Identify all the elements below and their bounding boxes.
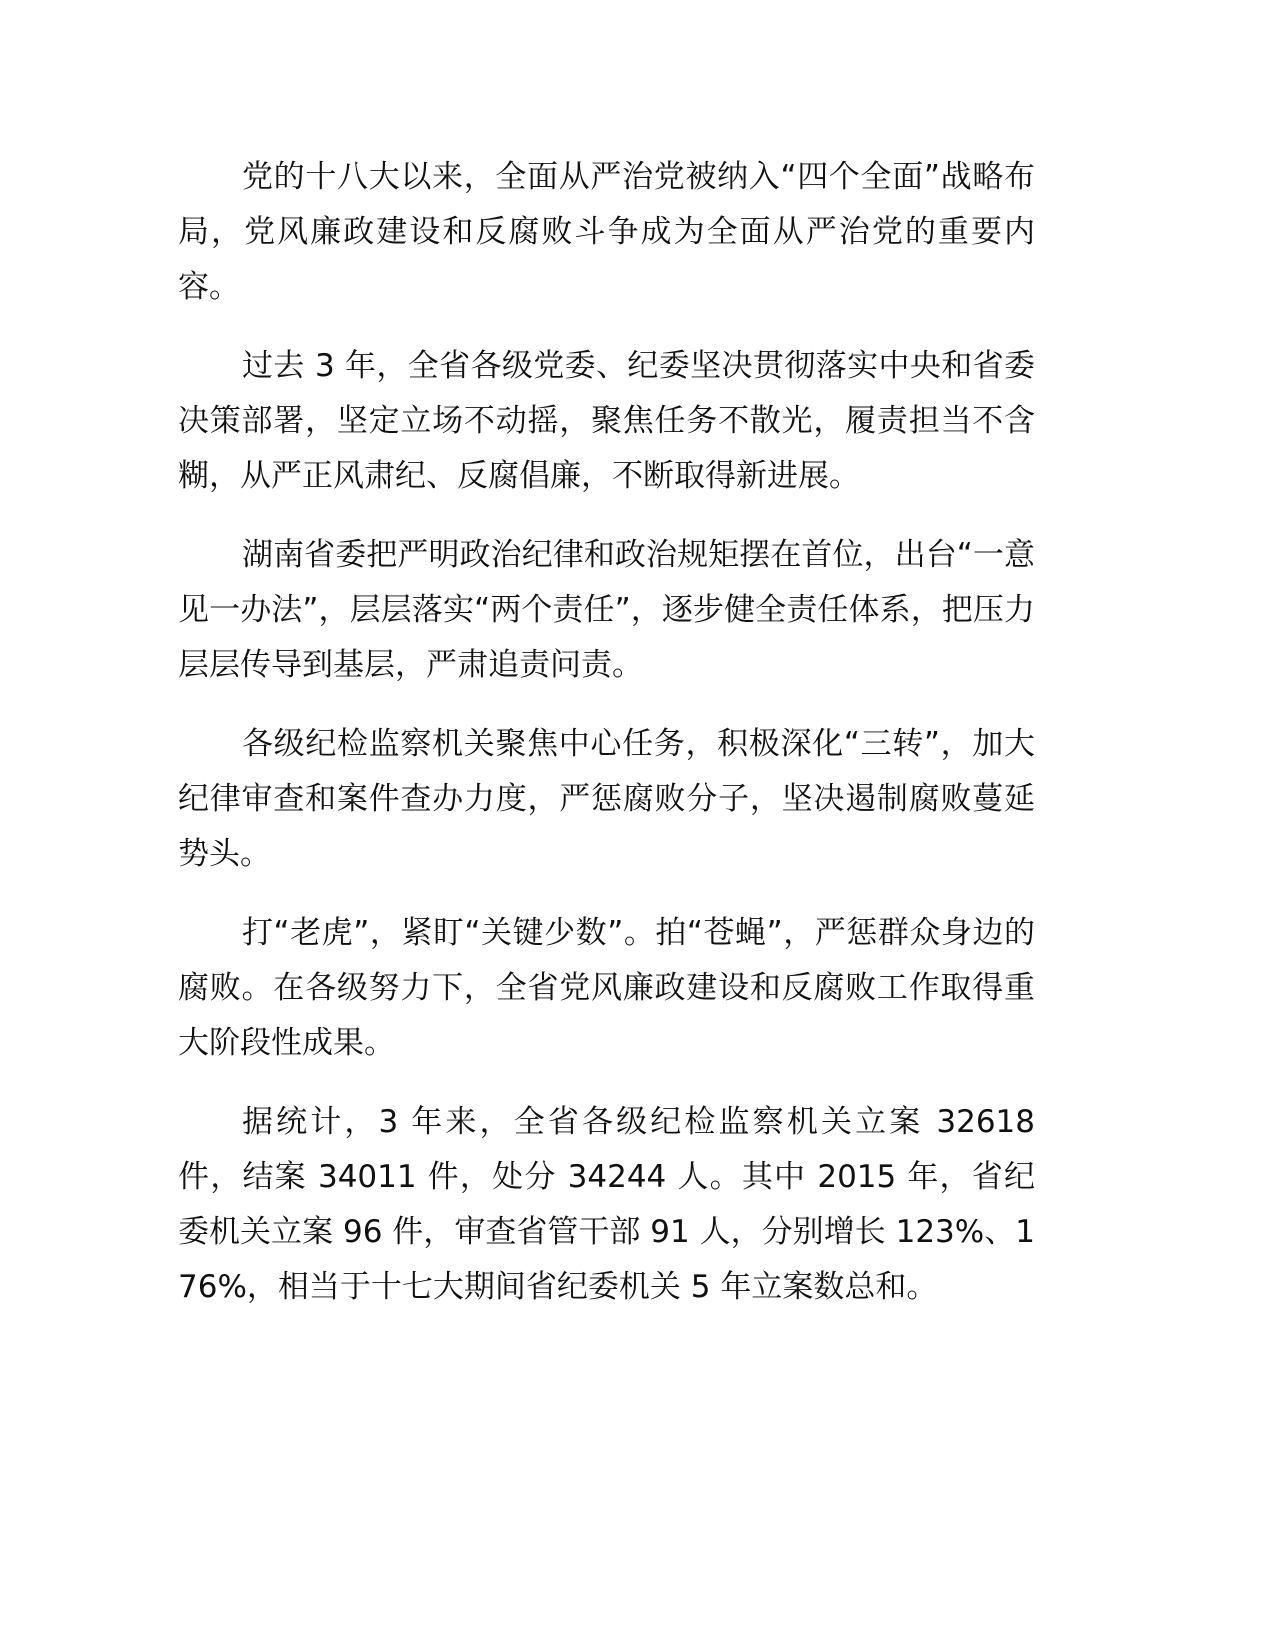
paragraph-1: 党的十八大以来，全面从严治党被纳入“四个全面”战略布局，党风廉政建设和反腐败斗争成为全面从严治党的重要内容。 (178, 159, 1035, 305)
paragraph-6: 据统计，3 年来，全省各级纪检监察机关立案 32618 件，结案 34011 件，处分 34244 人。其中 2015 年，省纪委机关立案 96 件，审查省管干部 91 人，分别增长 123%、176%，相当于十七大期间省纪委机关 5 年立案数总和。 (178, 1104, 1035, 1305)
document-page (178, 150, 1035, 1339)
paragraph-3: 湖南省委把严明政治纪律和政治规矩摆在首位，出台“一意见一办法”，层层落实“两个责任”，逐步健全责任体系，把压力层层传导到基层，严肃追责问责。 (178, 537, 1035, 683)
paragraph-5: 打“老虎”，紧盯“关键少数”。拍“苍蝇”，严惩群众身边的腐败。在各级努力下，全省党风廉政建设和反腐败工作取得重大阶段性成果。 (178, 915, 1035, 1061)
paragraph-4: 各级纪检监察机关聚焦中心任务，积极深化“三转”，加大纪律审查和案件查办力度，严惩腐败分子，坚决遏制腐败蔓延势头。 (178, 726, 1035, 872)
paragraph-2: 过去 3 年，全省各级党委、纪委坚决贯彻落实中央和省委决策部署，坚定立场不动摇，聚焦任务不散光，履责担当不含糊，从严正风肃纪、反腐倡廉，不断取得新进展。 (178, 348, 1035, 494)
